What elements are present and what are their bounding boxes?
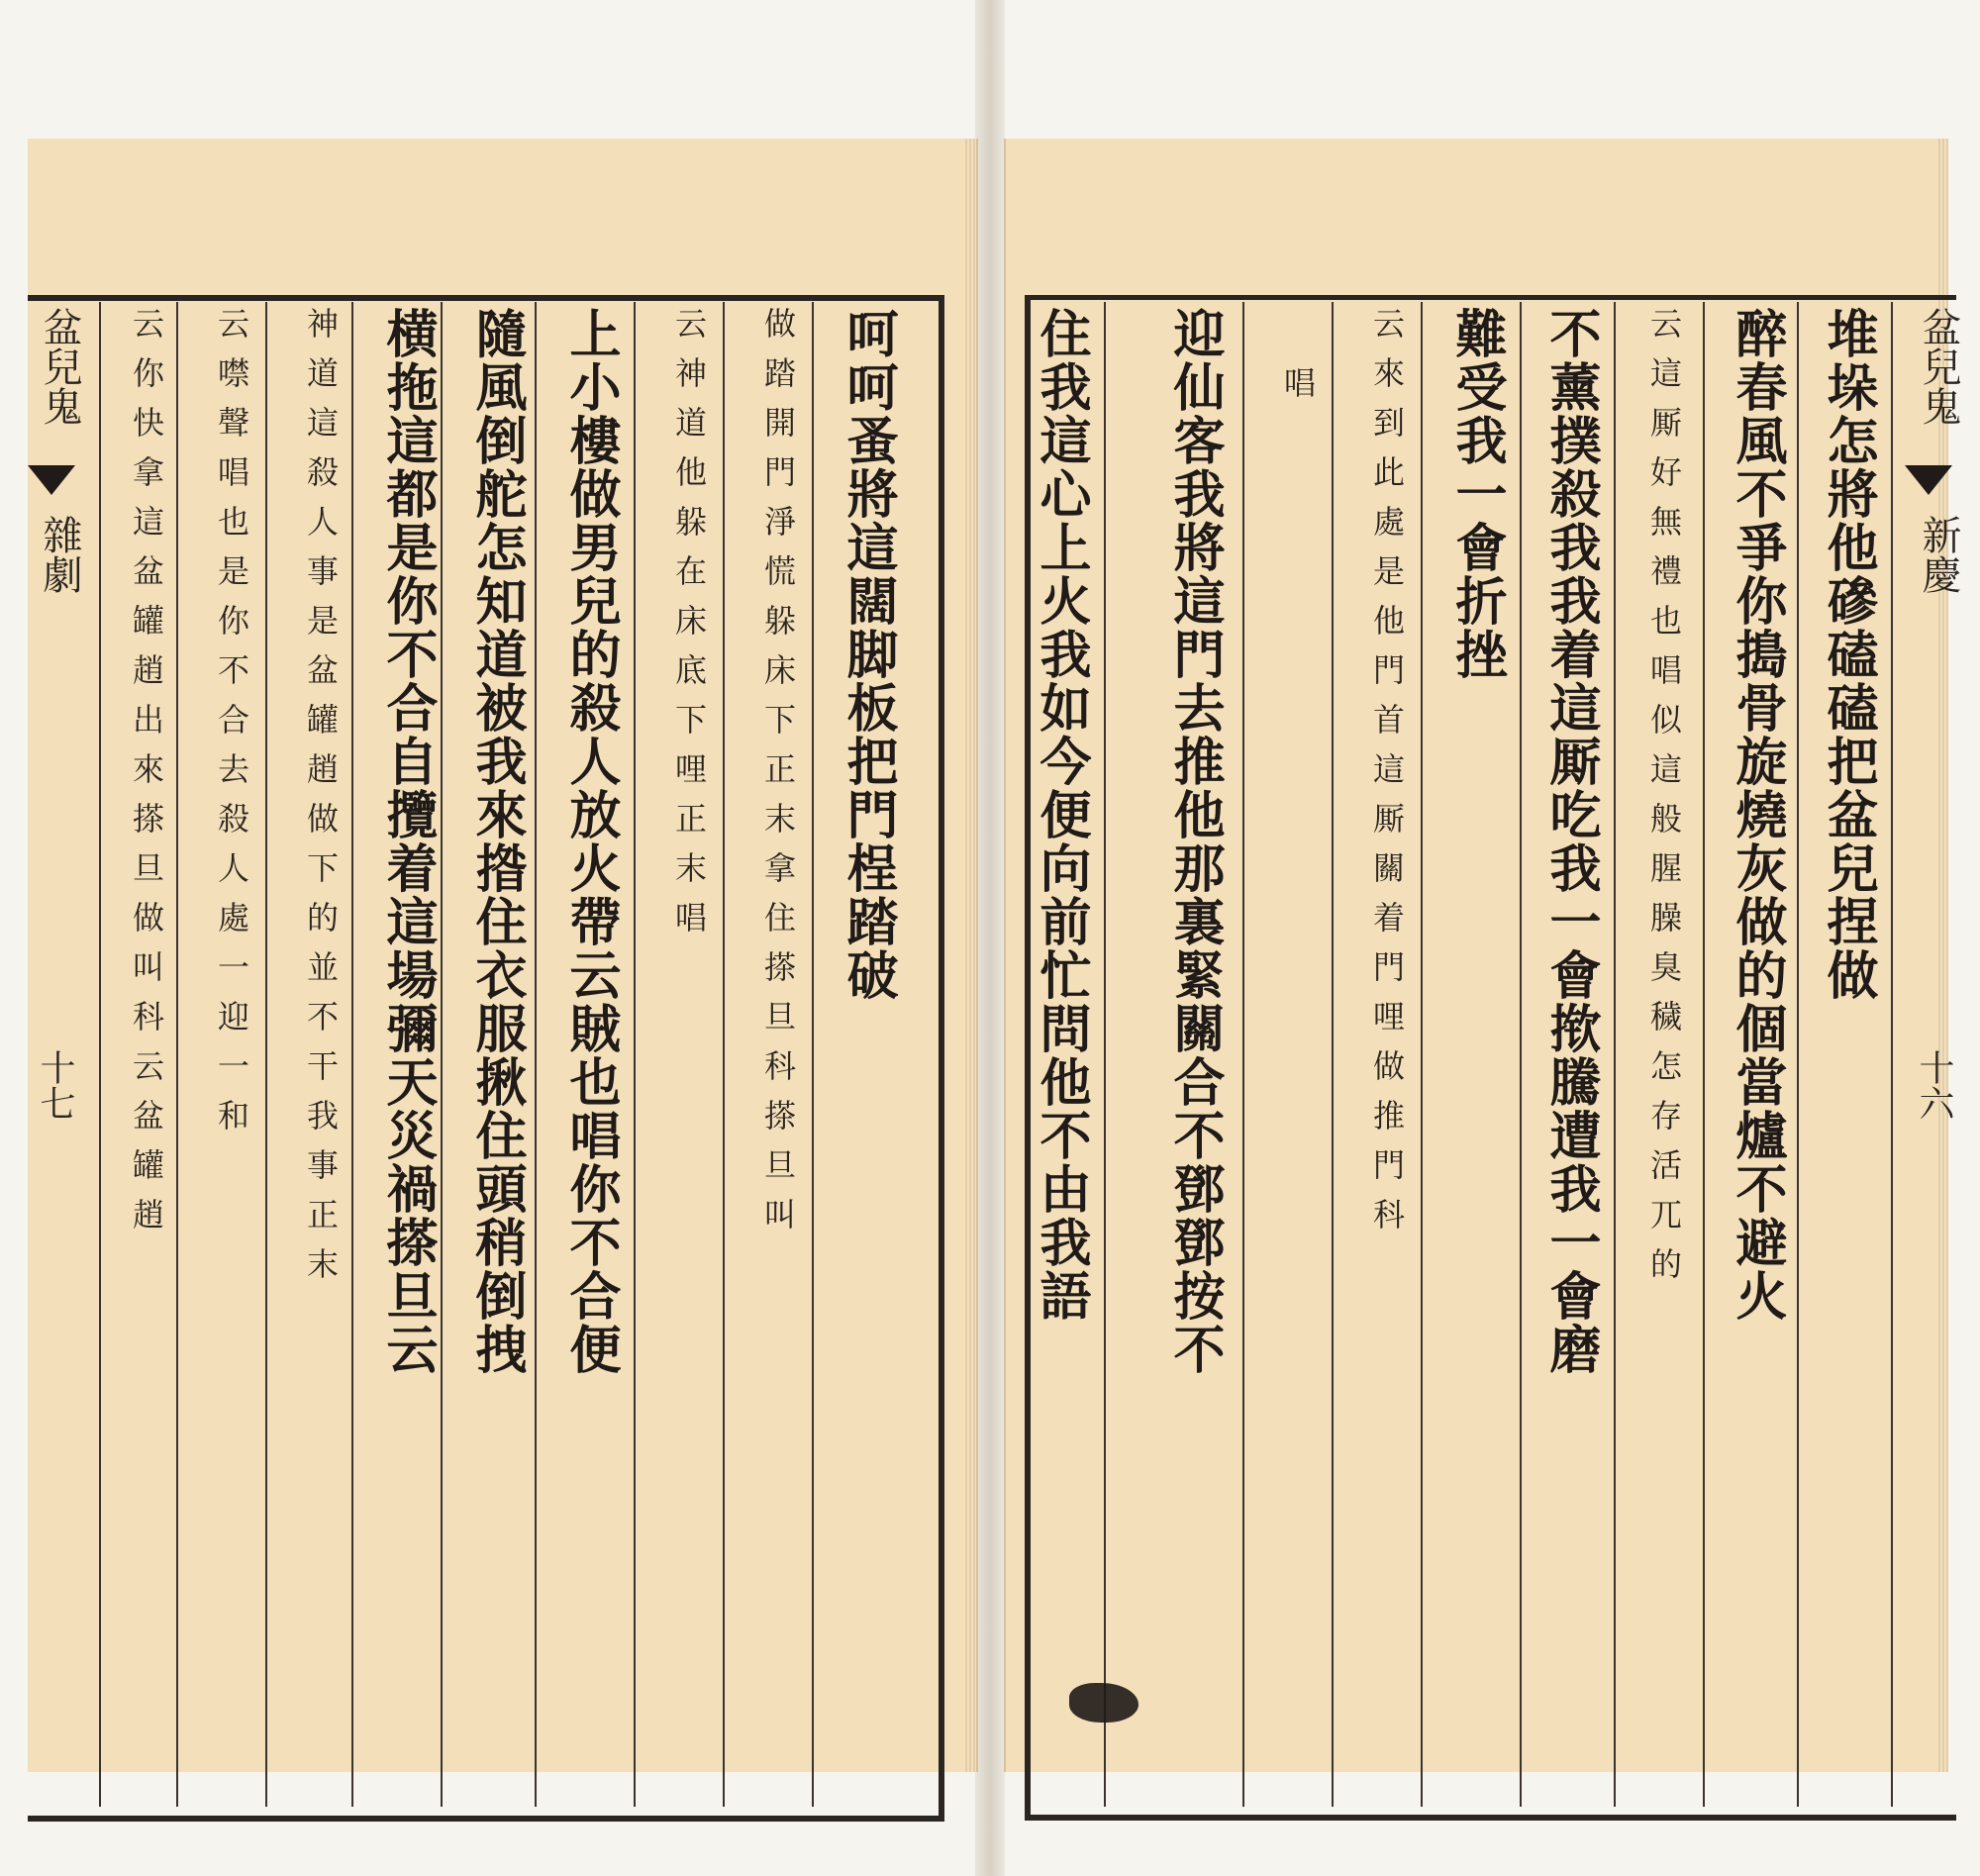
book-spine — [975, 0, 1005, 1876]
text-column — [1721, 307, 1792, 1323]
verse-text: 横拖這都是你不合自攬着這場彌天災禍搽旦云 — [377, 307, 438, 1376]
verse-text: 醉春風不爭你搗骨旋燒灰做的個當爐不避火 — [1727, 307, 1787, 1323]
column-rule — [634, 302, 636, 1807]
stage-direction: 云這厮好無禮也唱似這般腥臊臭穢怎存活兀的 — [1645, 307, 1683, 1297]
verse-text: 難受我一會折挫 — [1446, 307, 1507, 681]
ink-blot — [1069, 1683, 1138, 1723]
verse-text: 迎仙客我將這門去推他那裏緊關合不鄧鄧按不 — [1164, 307, 1225, 1376]
column-rule — [1614, 302, 1616, 1807]
stage-direction: 云來到此處是他門首這厮關着門哩做推門科 — [1368, 307, 1406, 1247]
right-margin-section: 新慶 — [1916, 515, 1961, 594]
text-column — [1440, 307, 1512, 681]
left-folio: 十七 — [35, 1049, 75, 1121]
column-rule — [1104, 302, 1106, 1807]
column-rule — [1242, 302, 1244, 1807]
column-rule — [1332, 302, 1334, 1807]
text-column — [460, 307, 532, 1376]
fishtail-mark-left — [28, 465, 75, 495]
text-column — [1629, 307, 1700, 1297]
verse-text: 不薰撲殺我我着這厮吃我一會揿騰遭我一會磨 — [1540, 307, 1601, 1376]
text-column — [742, 307, 814, 1247]
fishtail-mark-right — [1905, 465, 1952, 495]
column-rule — [99, 302, 101, 1807]
left-margin-section: 雜劇 — [37, 515, 82, 594]
column-rule — [1520, 302, 1522, 1807]
text-column — [554, 307, 626, 1376]
stage-direction: 做踏開門淨慌躲床下正末拿住搽旦科搽旦叫 — [759, 307, 797, 1247]
column-rule — [535, 302, 537, 1807]
text-column — [1025, 307, 1096, 1323]
text-column — [1351, 307, 1423, 1247]
stage-direction: 唱 — [1279, 366, 1317, 416]
stage-direction: 神道這殺人事是盆罐趙做下的並不干我事正末 — [302, 307, 340, 1297]
text-column — [1158, 307, 1230, 1376]
column-rule — [1797, 302, 1799, 1807]
page-edge-left — [965, 139, 975, 1772]
right-folio: 十六 — [1914, 1049, 1954, 1121]
verse-text: 住我這心上火我如今便向前忙問他不由我語 — [1031, 307, 1091, 1323]
text-column — [832, 307, 903, 1002]
verse-text: 隨風倒舵怎知道被我來揝住衣服揪住頭稍倒拽 — [466, 307, 527, 1376]
text-column — [371, 307, 443, 1376]
verse-text: 堆垛怎將他磣磕磕把盆兒捏做 — [1818, 307, 1878, 1002]
text-column — [1534, 307, 1606, 1376]
verse-text: 呵呵蚤將這闊脚板把門桯踏破 — [838, 307, 898, 1002]
text-column — [653, 307, 725, 950]
stage-direction: 云神道他躲在床底下哩正末唱 — [670, 307, 708, 950]
column-rule — [1703, 302, 1705, 1807]
verse-text: 上小樓做男兒的殺人放火帶云賊也唱你不合便 — [560, 307, 621, 1376]
text-column — [196, 307, 267, 1148]
text-column — [1812, 307, 1883, 1002]
stage-direction: 云噤聲唱也是你不合去殺人處一迎一和 — [213, 307, 250, 1148]
column-rule — [1891, 302, 1893, 1807]
text-column — [111, 307, 182, 1247]
right-margin-title: 盆兒鬼 — [1916, 307, 1961, 426]
text-column — [285, 307, 356, 1297]
left-margin-title: 盆兒鬼 — [37, 307, 82, 426]
stage-direction: 云你快拿這盆罐趙出來搽旦做叫科云盆罐趙 — [128, 307, 165, 1247]
text-column — [1262, 366, 1334, 416]
